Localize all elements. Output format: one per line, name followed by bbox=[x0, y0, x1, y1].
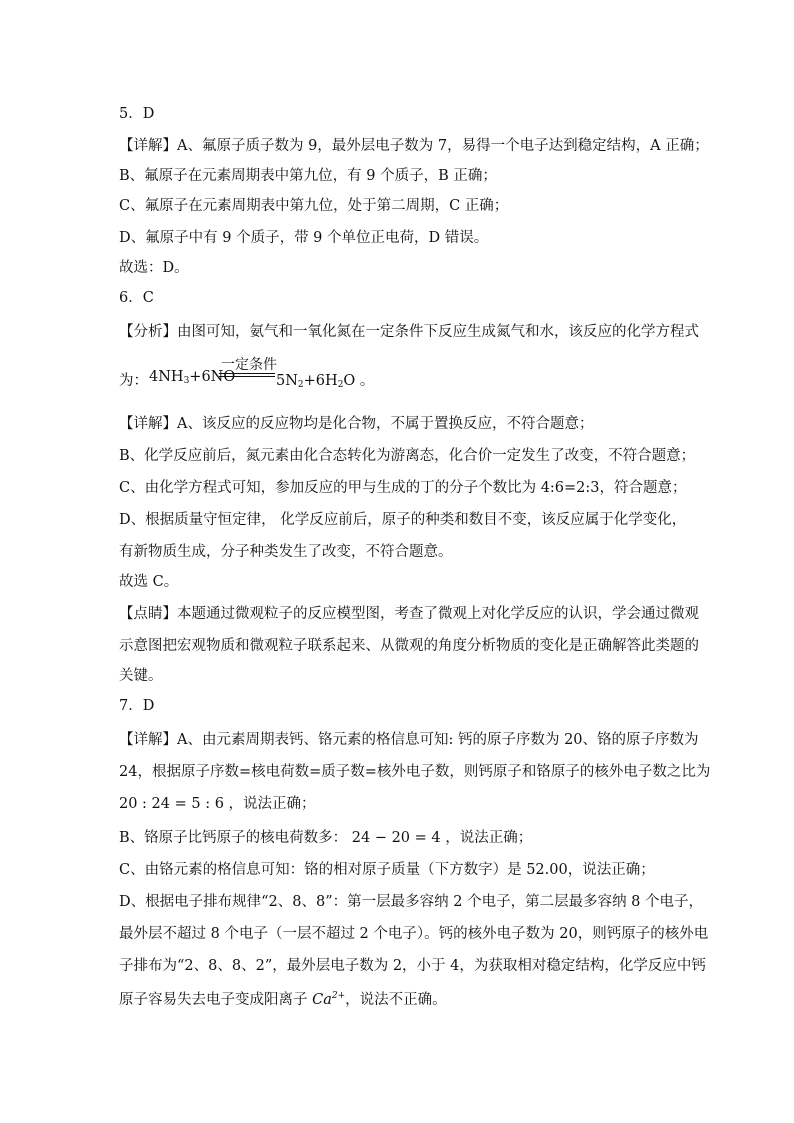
text-line: C、氟原子在元素周期表中第九位，处于第二周期，C 正确； bbox=[119, 198, 509, 214]
text-line: 7．D bbox=[119, 698, 155, 714]
text-line: 6．C bbox=[119, 290, 154, 306]
text-line: C、由化学方程式可知，参加反应的甲与生成的丁的分子个数比为 4:6=2:3，符合题意； bbox=[119, 480, 687, 496]
text-line: 示意图把宏观物质和微观粒子联系起来、从微观的角度分析物质的变化是正确解答此类题的 bbox=[119, 638, 699, 654]
text-line: 【详解】A、由元素周期表钙、铬元素的格信息可知: 钙的原子序数为 20、铬的原子序数为 bbox=[119, 732, 699, 748]
text-line: 【详解】A、氟原子质子数为 9，最外层电子数为 7，易得一个电子达到稳定结构，A 正确； bbox=[119, 138, 709, 154]
text-line: 5．D bbox=[119, 106, 155, 122]
text-line: 故选 C。 bbox=[119, 574, 179, 590]
equation-prefix: 为： bbox=[119, 373, 148, 389]
calcium-ion: $Ca^{2+}$ bbox=[312, 991, 346, 1008]
text-line: 关键。 bbox=[119, 668, 163, 684]
text-line: D、氟原子中有 9 个质子，带 9 个单位正电荷，D 错误。 bbox=[119, 230, 489, 246]
text-line: 【详解】A、该反应的反应物均是化合物，不属于置换反应，不符合题意； bbox=[119, 416, 594, 432]
equation-products: $5N_2+6H_2O$ 。 bbox=[276, 373, 375, 390]
equation-bar-top bbox=[219, 373, 275, 374]
text-line: B、铬原子比钙原子的核电荷数多： 24 − 20 = 4 ，说法正确； bbox=[119, 830, 533, 846]
equation-bar-bottom bbox=[219, 376, 275, 377]
text-line: B、氟原子在元素周期表中第九位，有 9 个质子，B 正确； bbox=[119, 168, 497, 184]
text-line: 【分析】由图可知，氨气和一氧化氮在一定条件下反应生成氮气和水，该反应的化学方程式 bbox=[119, 324, 699, 340]
text-line: B、化学反应前后，氮元素由化合态转化为游离态，化合价一定发生了改变，不符合题意； bbox=[119, 448, 696, 464]
text-line: 【点睛】本题通过微观粒子的反应模型图，考查了微观上对化学反应的认识，学会通过微观 bbox=[119, 606, 699, 622]
text-line: D、根据质量守恒定律， 化学反应前后，原子的种类和数目不变，该反应属于化学变化， bbox=[119, 512, 687, 528]
text-line: 故选：D。 bbox=[119, 260, 189, 276]
reaction-condition: 一定条件 bbox=[221, 357, 277, 373]
equation-reactants: $4NH_3+6NO$ bbox=[149, 369, 236, 386]
text-line: 最外层不超过 8 个电子（一层不超过 2 个电子）。钙的核外电子数为 20，则钙原子的核外电 bbox=[119, 926, 709, 942]
text-line: 子排布为“2、8、8、2”，最外层电子数为 2，小于 4，为获取相对稳定结构，化学反应中钙 bbox=[119, 958, 706, 974]
text-line: 20 : 24 = 5 : 6 ，说法正确； bbox=[119, 796, 316, 812]
text-line: C、由铬元素的格信息可知：铬的相对原子质量（下方数字）是 52.00，说法正确； bbox=[119, 862, 655, 878]
text-line: 有新物质生成，分子种类发生了改变，不符合题意。 bbox=[119, 544, 453, 560]
text-line-last: 原子容易失去电子变成阳离子 $Ca^{2+}$，说法不正确。 bbox=[119, 991, 447, 1008]
text-line: D、根据电子排布规律“2、8、8”：第一层最多容纳 2 个电子，第二层最多容纳 8 个电子， bbox=[119, 894, 704, 910]
text-line: 24，根据原子序数=核电荷数=质子数=核外电子数，则钙原子和铬原子的核外电子数之比为 bbox=[119, 764, 711, 780]
